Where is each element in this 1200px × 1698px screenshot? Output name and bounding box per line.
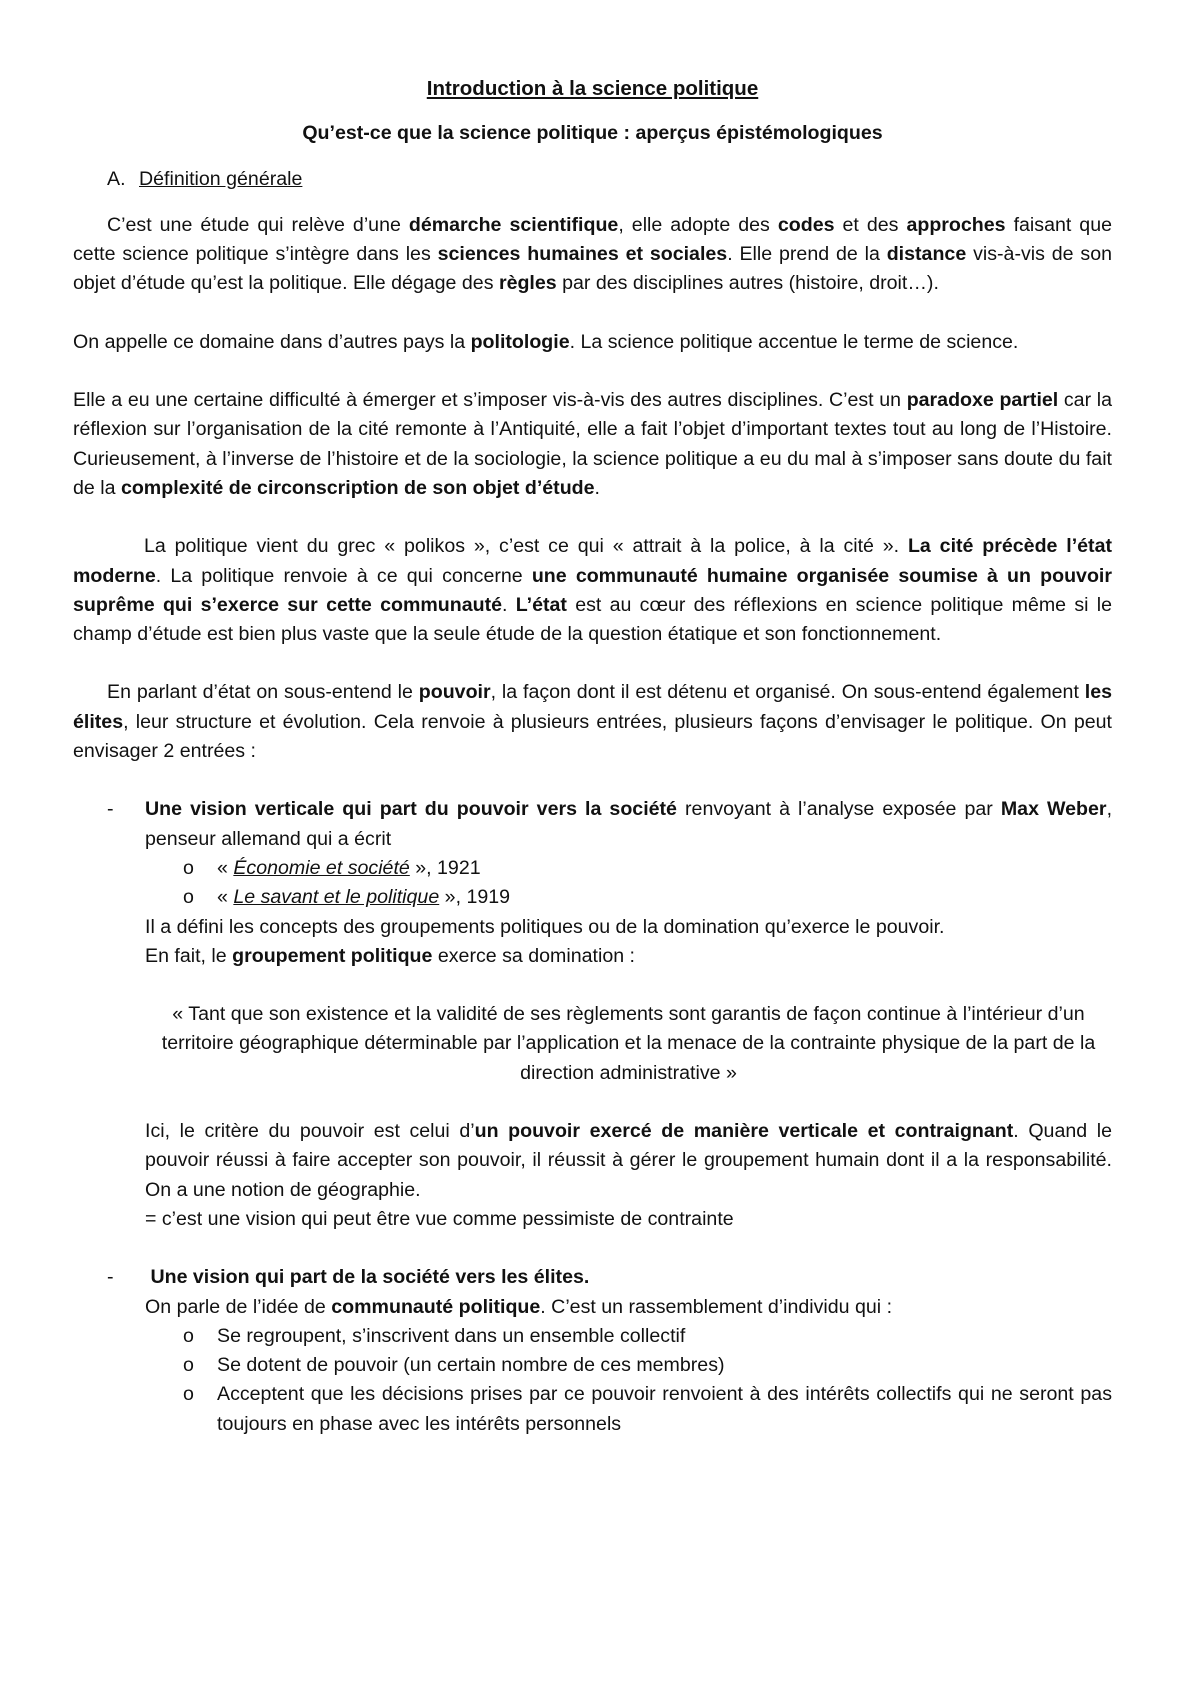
text: Se dotent de pouvoir (un certain nombre de ces membres) [217,1354,725,1377]
text: On parle de l’idée de [145,1295,332,1318]
bold-text: un pouvoir exercé de manière verticale et contraignant [474,1120,1014,1143]
text: , leur structure et évolution. Cela renvoie à plusieurs entrées, plusieurs façons d’envisager le politique. On peut envisager 2 entrées : [73,710,1112,763]
paragraph-critere [73,1117,1112,1205]
bold-text: Une vision qui part de la société vers les élites. [150,1266,590,1289]
text: C’est une étude qui relève d’une [107,213,409,236]
bold-text: distance [886,243,967,266]
circle-bullet: o [183,1354,194,1377]
text-line: = c’est une vision qui peut être vue comme pessimiste de contrainte [145,1207,734,1230]
bold-text: les élites [73,681,1112,733]
text: Ici, le critère du pouvoir est celui d’ [145,1120,475,1143]
text: exerce sa domination : [432,944,635,967]
sub-item-work [73,883,1112,912]
page-title: Introduction à la science politique [426,77,759,100]
text: . La science politique accentue le terme de science. [569,330,1019,353]
text: , elle adopte des [618,213,778,236]
bold-text: pouvoir [418,681,491,704]
text: . La politique renvoie à ce qui concerne [155,564,532,587]
circle-bullet: o [183,856,194,879]
paragraph-difficulte [73,386,1112,503]
bold-text: règles [498,272,557,295]
sub-item [73,1322,1112,1351]
text: Acceptent que les décisions prises par ce pouvoir renvoient à des intérêts collectifs qui ne seront pas toujours en phase avec les intérêts personnels [217,1383,1112,1435]
text: . [502,593,516,616]
text: « [217,856,234,879]
text: En fait, le [145,944,233,967]
bold-text: Une vision verticale qui part du pouvoir vers la société [145,798,677,821]
text-line [73,942,1112,971]
bold-text: communauté politique [331,1295,541,1318]
bold-text: une communauté humaine organisée soumise à un pouvoir suprême qui s’exerce sur cette communauté [73,564,1112,616]
text: On appelle ce domaine dans d’autres pays la [73,330,471,353]
text: car la réflexion sur l’organisation de la cité remonte à l’Antiquité, elle a fait l’objet d’important textes tout au long de l’Histoire. Curieusement, à l’inverse de l’histoire et de la sociologie, la science politique a eu du mal à s’imposer sans doute du fait de la [73,389,1112,499]
text: . Quand le pouvoir réussi à faire accepter son pouvoir, il réussit à gérer le groupement humain dont il a la responsabilité. On a une notion de géographie. [145,1120,1112,1201]
text: En parlant d’état on sous-entend le [107,681,419,704]
work-title: Économie et société [233,856,410,879]
sub-item-work [73,854,1112,883]
circle-bullet: o [183,1383,194,1406]
dash-bullet: - [107,798,114,821]
text: faisant que cette science politique s’intègre dans les [73,213,1113,266]
text: , penseur allemand qui a écrit [145,798,1113,850]
bold-text: L’état [515,593,567,616]
paragraph-pouvoir [73,678,1112,766]
circle-bullet: o [183,1324,194,1347]
bold-text: démarche scientifique [408,213,619,236]
text: . [594,476,600,499]
bold-text: politologie [470,330,570,353]
bold-text: groupement politique [232,944,433,967]
text: , la façon dont il est détenu et organisé. On sous-entend également [490,681,1085,704]
work-title: Le savant et le politique [233,886,440,909]
text: Elle a eu une certaine difficulté à émerger et s’imposer vis-à-vis des autres disciplines. C’est un [73,389,907,412]
text: . C’est un rassemblement d’individu qui : [540,1295,893,1318]
weber-quote: « Tant que son existence et la validité de ses règlements sont garantis de façon continue à l’intérieur d’un territoire géographique déterminable par l’application et la menace de la contrainte physique de la part de la direction administrative » [161,1003,1096,1084]
text-line [73,1293,1112,1322]
bold-text: complexité de circonscription de son objet d’étude [120,476,595,499]
text: et des [834,213,907,236]
bold-text: paradoxe partiel [906,389,1059,412]
dash-bullet: - [107,1266,114,1289]
paragraph-etymologie [73,532,1112,649]
bold-text: codes [777,213,835,236]
bold-text: approches [906,213,1006,236]
list-item-vision-verticale [73,795,1112,854]
circle-bullet: o [183,886,194,909]
text: « [217,886,234,909]
list-item-vision-societe [73,1263,1112,1292]
bold-text: La cité précède l’état moderne [73,535,1113,587]
text: . Elle prend de la [727,243,887,266]
text: renvoyant à l’analyse exposée par [676,798,1001,821]
bold-text: Max Weber [1000,798,1107,821]
section-title: Définition générale [139,167,303,190]
sub-item [73,1351,1112,1380]
page-subtitle: Qu’est-ce que la science politique : aperçus épistémologiques [302,122,883,145]
section-letter: A. [107,167,126,190]
text: par des disciplines autres (histoire, droit…). [556,272,939,295]
text: », 1921 [409,856,481,879]
text-line: Il a défini les concepts des groupements politiques ou de la domination qu’exerce le pouvoir. [145,915,945,938]
text: vis-à-vis de son objet d’étude qu’est la politique. Elle dégage des [73,243,1112,295]
text: », 1919 [439,886,511,909]
paragraph-definition [73,211,1112,299]
paragraph-politologie [73,328,1112,357]
section-heading [107,165,1112,194]
text: est au cœur des réflexions en science politique même si le champ d’étude est bien plus vaste que la seule étude de la question étatique et son fonctionnement. [73,593,1113,646]
text: Se regroupent, s’inscrivent dans un ensemble collectif [217,1324,686,1347]
bold-text: sciences humaines et sociales [437,243,728,266]
sub-item [73,1380,1112,1439]
text: La politique vient du grec « polikos », c’est ce qui « attrait à la police, à la cité ». [144,535,908,558]
